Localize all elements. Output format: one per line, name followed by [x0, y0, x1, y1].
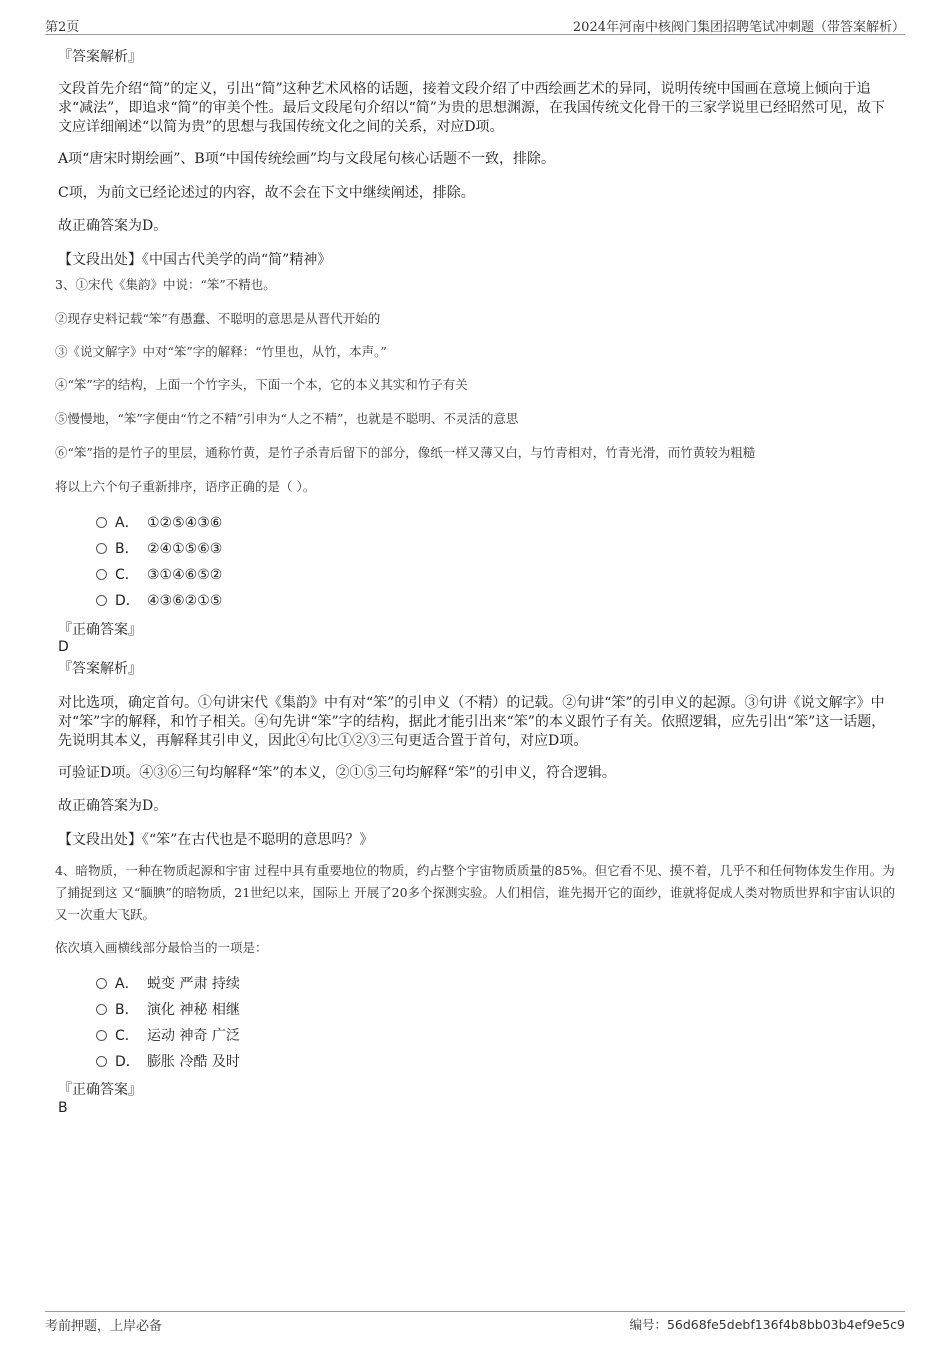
analysis-paragraph: 可验证D项。④③⑥三句均解释“笨”的本义，②①⑤三句均解释“笨”的引申义，符合逻辑。	[58, 765, 616, 781]
radio-button[interactable]	[96, 543, 107, 554]
option-b[interactable]	[96, 539, 222, 559]
question-sentence: ④“笨”字的结构，上面一个竹字头，下面一个本，它的本义其实和竹子有关	[55, 377, 468, 392]
page-header	[45, 14, 905, 35]
analysis-paragraph: 故正确答案为D。	[58, 798, 168, 814]
option-text: 膨胀 冷酷 及时	[147, 1054, 240, 1070]
analysis-heading: 『答案解析』	[58, 49, 142, 65]
option-letter: B．	[115, 541, 139, 557]
radio-button[interactable]	[96, 517, 107, 528]
document-id: 编号：56d68fe5debf136f4b8bb03b4ef9e5c9	[629, 1317, 905, 1332]
page-number: 第2页	[45, 20, 80, 35]
document-title: 2024年河南中核阀门集团招聘笔试冲刺题（带答案解析）	[572, 20, 905, 35]
footer-slogan: 考前押题，上岸必备	[45, 1319, 163, 1334]
analysis-paragraph: 对比选项，确定首句。①句讲宋代《集韵》中有对“笨”的引申义（不精）的记载。②句讲“笨”的引申义的起源。③句讲《说文解字》中对“笨”字的解释，和竹子相关。④句先讲“笨”字的结构，据此才能引出来“笨”的本义跟竹子有关。依照逻辑，应先引出“笨”这一话题，先说明其本义，再解释其引申义，因此④句比①②③三句更适合置于首句，对应D项。	[58, 695, 886, 749]
radio-button[interactable]	[96, 978, 107, 989]
option-text: ③①④⑥⑤②	[147, 567, 223, 583]
analysis-heading: 『答案解析』	[58, 661, 142, 677]
option-text: 蜕变 严肃 持续	[147, 976, 240, 992]
option-letter: D．	[115, 1054, 140, 1070]
question-prompt: 依次填入画横线部分最恰当的一项是：	[55, 940, 268, 955]
option-text: 运动 神奇 广泛	[147, 1028, 240, 1044]
page-footer	[45, 1311, 905, 1340]
option-letter: A．	[115, 515, 139, 531]
option-a[interactable]	[96, 513, 222, 533]
radio-button[interactable]	[96, 595, 107, 606]
analysis-paragraph: A项“唐宋时期绘画”、B项“中国传统绘画”均与文段尾句核心话题不一致，排除。	[58, 151, 556, 167]
question-sentence: 3、①宋代《集韵》中说：“笨”不精也。	[55, 277, 276, 292]
option-text: ④③⑥②①⑤	[147, 593, 223, 609]
option-text: ①②⑤④③⑥	[147, 515, 223, 531]
option-letter: B．	[115, 1002, 139, 1018]
analysis-paragraph: C项，为前文已经论述过的内容，故不会在下文中继续阐述，排除。	[58, 185, 475, 201]
passage-source: 【文段出处】《中国古代美学的尚“简”精神》	[58, 252, 332, 268]
option-d[interactable]	[96, 591, 222, 611]
option-letter: A．	[115, 976, 139, 992]
question-stem: 4、暗物质，一种在物质起源和宇宙 过程中具有重要地位的物质，约占整个宇宙物质质量的85%。但它看不见、摸不着，几乎不和任何物体发生作用。为了捕捉到这 又“腼腆”的暗物质，21世纪以来，国际上 开展了20多个探测实验。人们相信，谁先揭开它的面纱，谁就将促成人类对物质世界和宇宙认识的又一次重大飞跃。	[55, 863, 896, 922]
radio-button[interactable]	[96, 1056, 107, 1067]
option-letter: C．	[115, 567, 139, 583]
question-prompt: 将以上六个句子重新排序，语序正确的是（ ）。	[55, 479, 316, 494]
answer-heading: 『正确答案』	[58, 622, 142, 638]
radio-button[interactable]	[96, 1004, 107, 1015]
question-sentence: ③《说文解字》中对“笨”字的解释：“竹里也，从竹，本声。”	[55, 344, 387, 359]
analysis-paragraph: 文段首先介绍“简”的定义，引出“简”这种艺术风格的话题，接着文段介绍了中西绘画艺术的异同，说明传统中国画在意境上倾向于追求“减法”，即追求“简”的审美个性。最后文段尾句介绍以“简”为贵的思想渊源，在我国传统文化骨干的三家学说里已经昭然可见，故下文应详细阐述“以简为贵”的思想与我国传统文化之间的关系，对应D项。	[58, 81, 885, 135]
question-sentence: ②现存史料记载“笨”有愚蠢、不聪明的意思是从晋代开始的	[55, 311, 381, 326]
correct-answer: B	[58, 1100, 68, 1116]
option-c[interactable]	[96, 1026, 240, 1046]
question-sentence: ⑥“笨”指的是竹子的里层，通称竹黄，是竹子杀青后留下的部分，像纸一样又薄又白，与竹青相对，竹青光滑，而竹黄较为粗糙	[55, 445, 756, 460]
analysis-paragraph: 故正确答案为D。	[58, 218, 168, 234]
option-text: 演化 神秘 相继	[147, 1002, 240, 1018]
option-a[interactable]	[96, 974, 240, 994]
radio-button[interactable]	[96, 1030, 107, 1041]
option-d[interactable]	[96, 1052, 240, 1072]
option-letter: D．	[115, 593, 140, 609]
radio-button[interactable]	[96, 569, 107, 580]
question-sentence: ⑤慢慢地，“笨”字便由“竹之不精”引申为“人之不精”，也就是不聪明、不灵活的意思	[55, 411, 519, 426]
option-letter: C．	[115, 1028, 139, 1044]
passage-source: 【文段出处】《“笨”在古代也是不聪明的意思吗？》	[58, 832, 374, 848]
option-text: ②④①⑤⑥③	[147, 541, 223, 557]
answer-heading: 『正确答案』	[58, 1082, 142, 1098]
correct-answer: D	[58, 639, 69, 655]
option-c[interactable]	[96, 565, 222, 585]
option-b[interactable]	[96, 1000, 240, 1020]
